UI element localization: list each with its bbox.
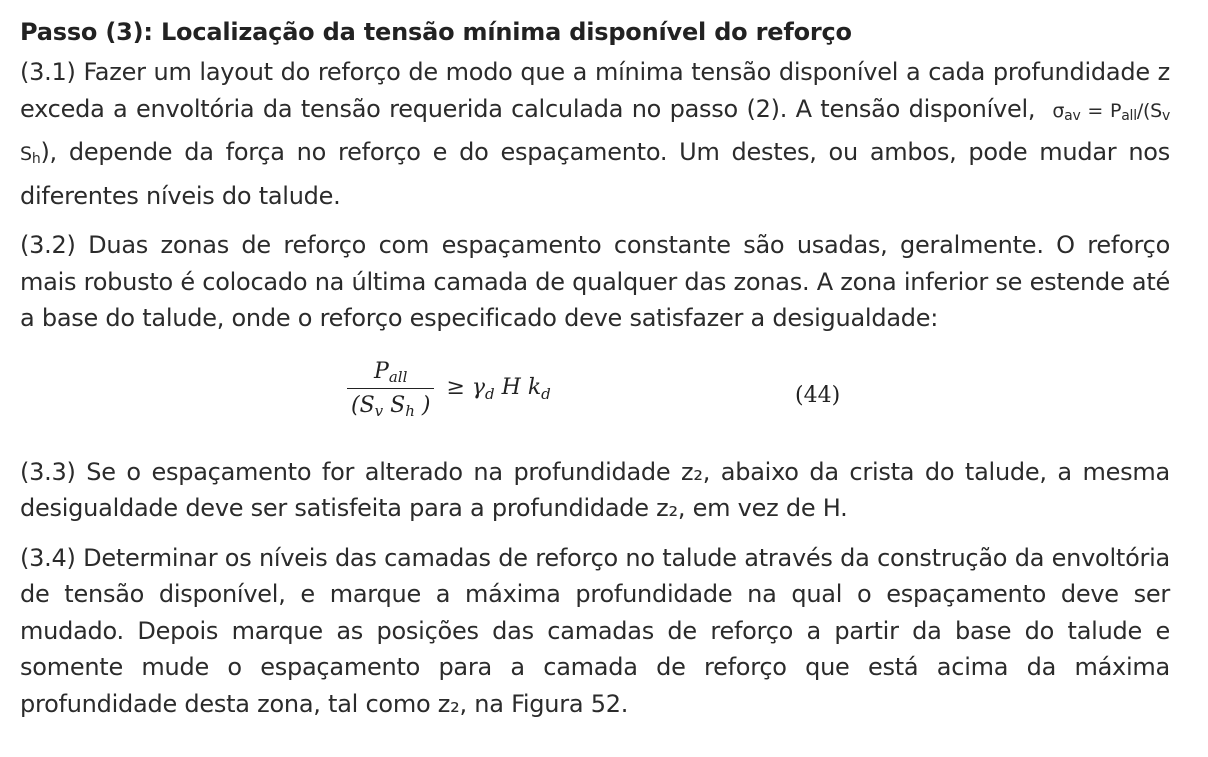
- paragraph-3-2: (3.2) Duas zonas de reforço com espaçamento constante são usadas, geralmente. O reforço mais robusto é colocado na última camada de qualquer das zonas. A zona inferior se estende até a base do talude, onde o reforço especificado deve satisfazer a desigualdade:: [20, 231, 1170, 332]
- paragraph-3-1-text-a: (3.1) Fazer um layout do reforço de modo que a mínima tensão disponível a cada profundidade z exceda a envoltória da tensão requerida calculada no passo (2). A tensão disponível,: [20, 58, 1170, 123]
- equation-number: (44): [795, 382, 841, 408]
- document-page: [20, 14, 1170, 735]
- equation-fraction: [347, 359, 434, 420]
- paragraph-3-1: [20, 54, 1170, 214]
- paragraph-3-3: (3.3) Se o espaçamento for alterado na profundidade z₂, abaixo da crista do talude, a mesma desigualdade deve ser satisfeita para a profundidade z₂, em vez de H.: [20, 457, 1170, 522]
- paragraph-3-1-text-b: ), depende da força no reforço e do espaçamento. Um destes, ou ambos, pode mudar nos diferentes níveis do talude.: [20, 138, 1170, 210]
- equation-body: [347, 359, 551, 420]
- section-title: Passo (3): Localização da tensão mínima disponível do reforço: [20, 18, 852, 46]
- fraction-denominator: ($S_v$ $S_h$ ): [347, 388, 434, 420]
- equation-44: [20, 359, 1170, 441]
- inline-formula: $\sigma_{av} = P_{all}/(S_v$ $S_h$: [20, 99, 1170, 167]
- equation-rhs: ≥ $\gamma_d$ H $k_d$: [446, 375, 551, 403]
- paragraph-3-4: (3.4) Determinar os níveis das camadas de reforço no talude através da construção da envoltória de tensão disponível, e marque a máxima profundidade na qual o espaçamento deve ser mudado. Depois marque as posições das camadas de reforço a partir da base do talude e somente mude o espaçamento para a camada de reforço que está acima da máxima profundidade desta zona, tal como z₂, na Figura 52.: [20, 543, 1170, 718]
- fraction-numerator: $P_{all}$: [374, 358, 408, 386]
